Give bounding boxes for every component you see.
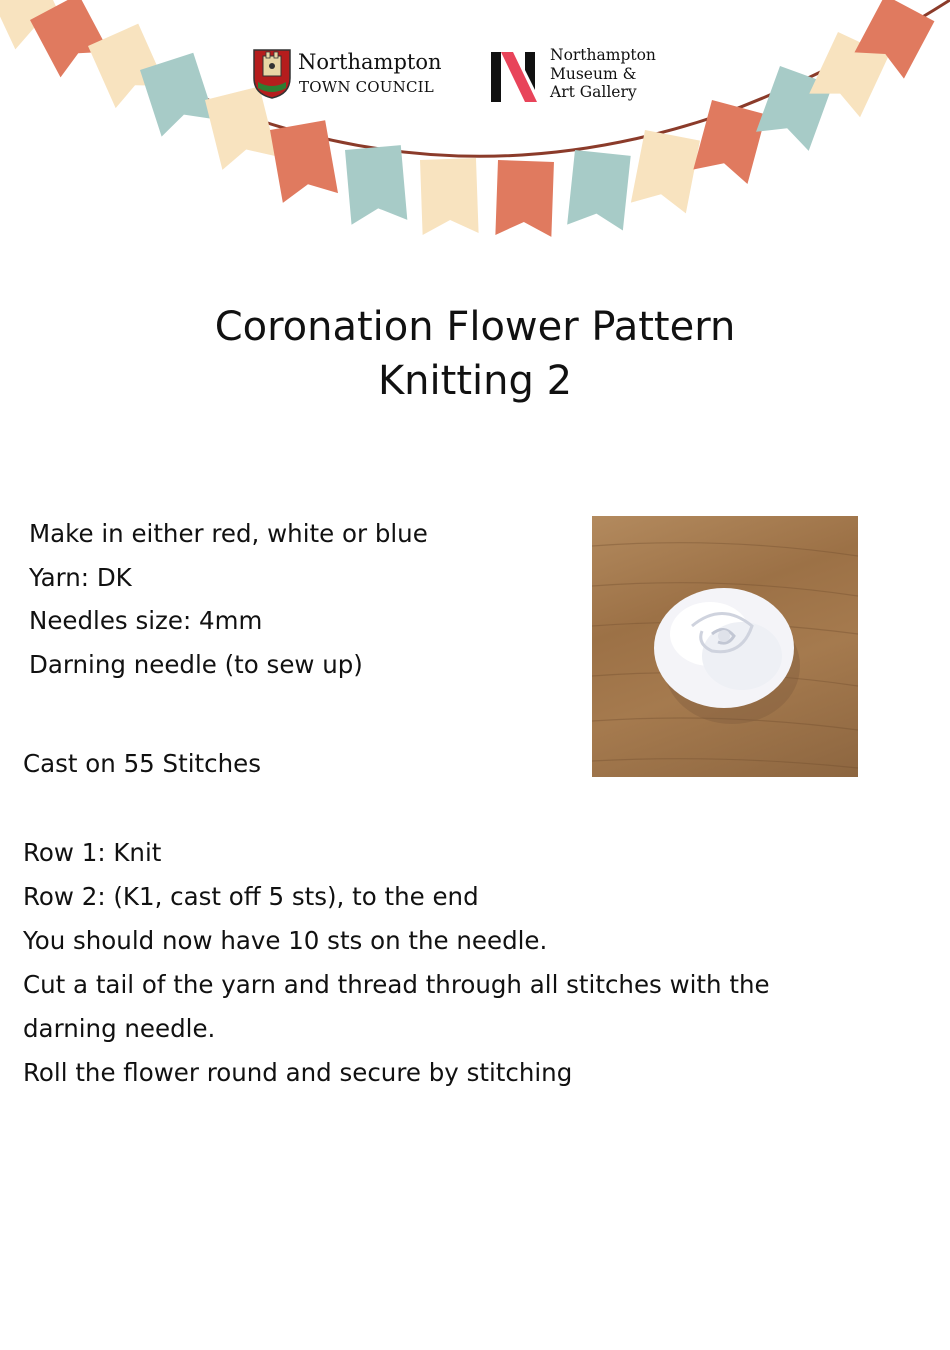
instruction-line: Cut a tail of the yarn and thread through all stitches with the — [23, 970, 770, 999]
pennant — [345, 145, 407, 225]
museum-n-mark-icon — [487, 50, 539, 104]
crest-icon — [252, 48, 292, 100]
pennant — [567, 150, 631, 230]
town-council-name: Northampton — [298, 50, 442, 74]
museum-logo — [487, 46, 687, 106]
materials-item: Yarn: DK — [29, 562, 132, 592]
pennant — [693, 100, 766, 184]
materials-item: Darning needle (to sew up) — [29, 649, 363, 679]
museum-name: Northampton Museum & Art Gallery — [550, 46, 656, 101]
pennant — [495, 160, 554, 237]
title-line-1: Coronation Flower Pattern — [214, 304, 736, 350]
instruction-line: darning needle. — [23, 1014, 216, 1043]
instruction-line: Roll the flower round and secure by stitching — [23, 1058, 573, 1087]
instructions-list — [23, 831, 923, 1095]
pennant — [270, 120, 338, 203]
materials-list — [29, 512, 428, 686]
instruction-line: You should now have 10 sts on the needle. — [23, 926, 548, 955]
pennant — [420, 158, 479, 235]
instruction-line: Row 1: Knit — [23, 838, 162, 867]
cast-on-instruction: Cast on 55 Stitches — [23, 749, 261, 778]
materials-item: Make in either red, white or blue — [29, 519, 428, 548]
instruction-line: Row 2: (K1, cast off 5 sts), to the end — [23, 882, 479, 911]
pennant — [631, 130, 700, 213]
town-council-subtitle: TOWN COUNCIL — [299, 78, 434, 96]
knitted-flower-image — [592, 516, 858, 777]
bunting-decoration — [0, 0, 950, 240]
flower-photo — [592, 516, 858, 777]
page-title — [0, 300, 950, 408]
materials-item: Needles size: 4mm — [29, 606, 263, 635]
title-line-2: Knitting 2 — [377, 358, 573, 404]
